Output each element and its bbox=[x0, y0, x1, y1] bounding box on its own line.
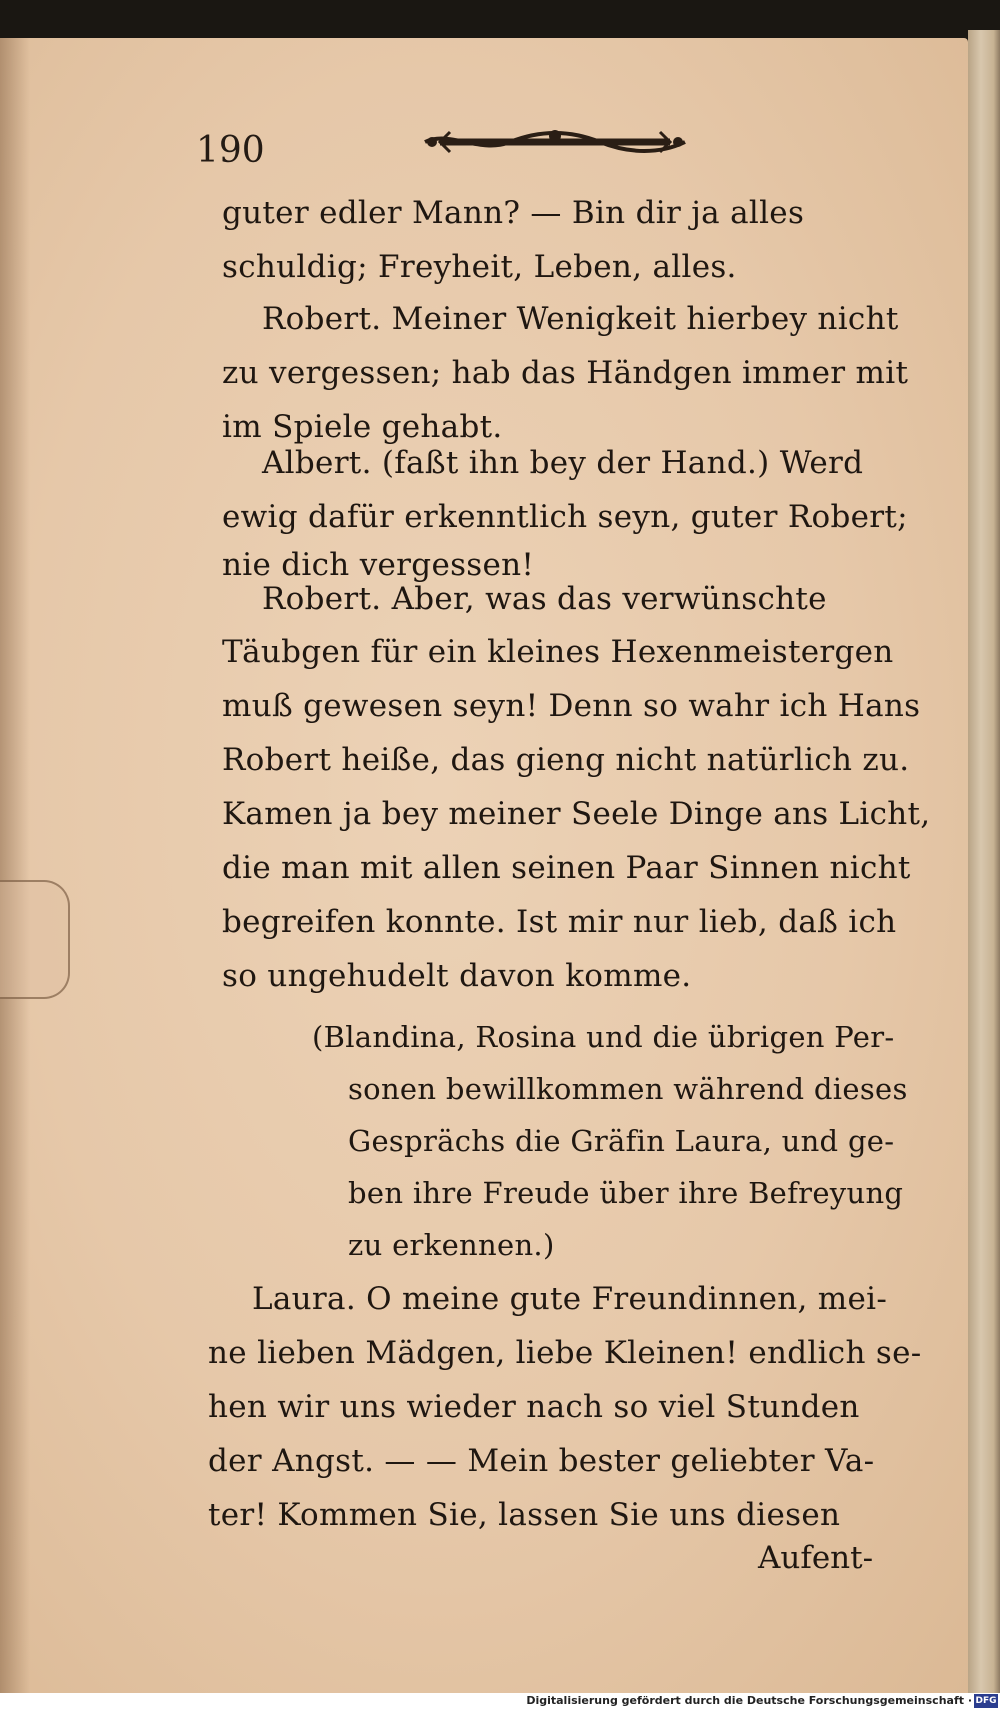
stage-direction-line: (Blandina, Rosina und die übrigen Per- bbox=[312, 1020, 895, 1054]
text-line: Laura. O meine gute Freundinnen, mei- bbox=[252, 1281, 888, 1317]
text-line: Robert. Aber, was das verwünschte bbox=[262, 581, 827, 617]
text-line: Robert heiße, das gieng nicht natürlich zu. bbox=[222, 742, 910, 778]
text-line: Kamen ja bey meiner Seele Dinge ans Licht, bbox=[222, 796, 931, 832]
text-line: im Spiele gehabt. bbox=[222, 409, 503, 445]
text-line: Robert. Meiner Wenigkeit hierbey nicht bbox=[262, 301, 899, 337]
paper-tab bbox=[0, 880, 70, 999]
text-line: Albert. (faßt ihn bey der Hand.) Werd bbox=[262, 445, 864, 481]
page-number: 190 bbox=[196, 130, 265, 171]
catchword: Aufent- bbox=[758, 1540, 874, 1576]
text-line: der Angst. — — Mein bester geliebter Va- bbox=[208, 1443, 875, 1479]
text-line: ne lieben Mädgen, liebe Kleinen! endlich se- bbox=[208, 1335, 922, 1371]
text-line: guter edler Mann? — Bin dir ja alles bbox=[222, 195, 805, 231]
text-line: nie dich vergessen! bbox=[222, 547, 535, 583]
ornament-icon bbox=[420, 124, 690, 160]
stage-direction-line: Gesprächs die Gräfin Laura, und ge- bbox=[348, 1124, 895, 1158]
text-line: schuldig; Freyheit, Leben, alles. bbox=[222, 249, 737, 285]
text-line: begreifen konnte. Ist mir nur lieb, daß ich bbox=[222, 904, 897, 940]
page-gutter-shadow bbox=[0, 38, 30, 1693]
stage-direction-line: sonen bewillkommen während dieses bbox=[348, 1072, 908, 1106]
book-edge bbox=[968, 30, 1000, 1695]
text-line: muß gewesen seyn! Denn so wahr ich Hans bbox=[222, 688, 921, 724]
text-line: die man mit allen seinen Paar Sinnen nicht bbox=[222, 850, 911, 886]
text-line: ter! Kommen Sie, lassen Sie uns diesen bbox=[208, 1497, 841, 1533]
stage-direction-line: zu erkennen.) bbox=[348, 1228, 555, 1262]
funding-credit: Digitalisierung gefördert durch die Deutsche Forschungsgemeinschaft · bbox=[526, 1694, 972, 1707]
text-line: ewig dafür erkenntlich seyn, guter Robert; bbox=[222, 499, 908, 535]
text-line: zu vergessen; hab das Händgen immer mit bbox=[222, 355, 909, 391]
dfg-logo-icon: DFG bbox=[975, 1696, 997, 1706]
stage-direction-line: ben ihre Freude über ihre Befreyung bbox=[348, 1176, 904, 1210]
text-line: hen wir uns wieder nach so viel Stunden bbox=[208, 1389, 860, 1425]
text-line: Täubgen für ein kleines Hexenmeistergen bbox=[222, 634, 894, 670]
text-line: so ungehudelt davon komme. bbox=[222, 958, 692, 994]
